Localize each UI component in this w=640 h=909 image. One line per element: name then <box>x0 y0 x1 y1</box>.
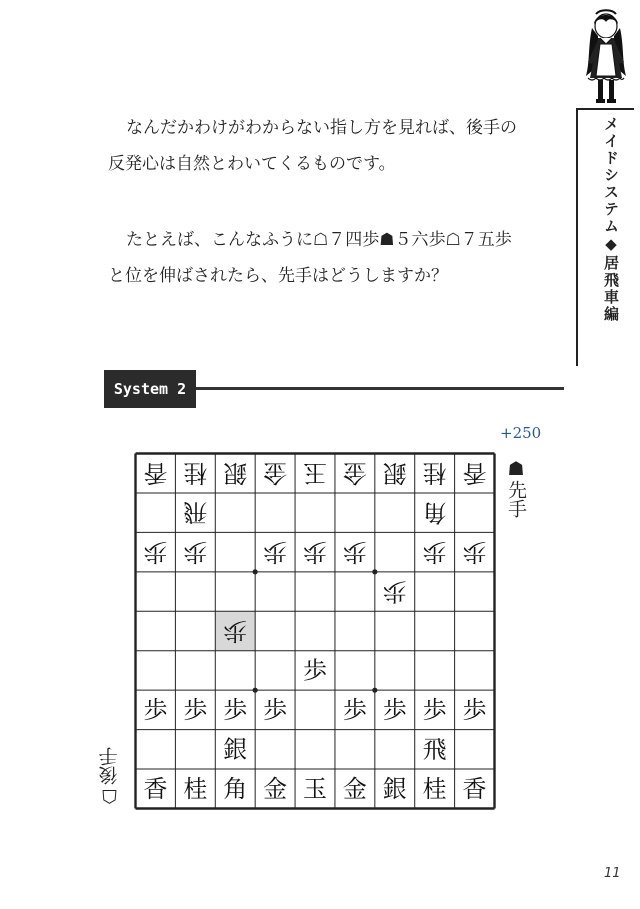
gote-piece: 桂 <box>422 459 447 488</box>
gote-piece: 歩 <box>422 538 447 567</box>
paragraph-1-line-1: なんだかわけがわからない指し方を見れば、後手の <box>126 118 517 138</box>
gote-piece: 金 <box>263 459 288 488</box>
gote-piece: 飛 <box>183 498 208 527</box>
star-point <box>372 569 377 574</box>
gote-piece: 金 <box>342 459 367 488</box>
sente-piece: 歩 <box>223 695 248 724</box>
gote-label-svg <box>96 744 124 810</box>
sente-piece: 歩 <box>422 695 447 724</box>
gote-piece: 歩 <box>223 617 248 645</box>
sente-piece: 歩 <box>143 695 168 724</box>
sente-piece: 歩 <box>342 695 367 724</box>
gote-piece: 歩 <box>382 577 407 606</box>
gote-piece: 玉 <box>303 459 327 488</box>
gote-piece: 桂 <box>183 459 208 488</box>
evaluation-score: +250 <box>500 424 542 442</box>
section-rule <box>196 387 564 390</box>
gote-piece: 香 <box>462 459 487 488</box>
sente-piece: 香 <box>462 774 487 803</box>
side-rule-top <box>576 108 634 110</box>
running-title: メイドシステム◆居飛車編 <box>602 116 620 323</box>
gote-piece: 銀 <box>223 459 248 488</box>
sente-piece: 歩 <box>263 695 288 724</box>
gote-piece: 歩 <box>462 538 487 567</box>
sente-piece: 歩 <box>462 695 487 724</box>
gote-piece: 歩 <box>303 538 327 567</box>
gote-piece: 角 <box>422 498 447 527</box>
gote-label <box>96 744 124 810</box>
sente-piece: 歩 <box>183 695 208 724</box>
star-point <box>372 688 377 693</box>
sente-piece: 桂 <box>183 774 208 803</box>
sente-piece: 歩 <box>303 656 327 685</box>
gote-piece: 香 <box>143 459 168 488</box>
sente-piece: 金 <box>342 774 367 803</box>
paragraph-2-line-1: たとえば、こんなふうに☖７四歩☗５六歩☖７五歩 <box>126 230 512 250</box>
maid-figure-icon <box>578 6 634 106</box>
sente-piece: 歩 <box>382 695 407 724</box>
gote-piece: 歩 <box>143 538 168 567</box>
star-point <box>253 569 258 574</box>
sente-piece: 銀 <box>382 774 407 803</box>
sente-label: ☗先手 <box>505 458 527 518</box>
paragraph-2 <box>108 222 568 294</box>
page-number: 11 <box>604 866 621 881</box>
section-label: System 2 <box>104 370 196 408</box>
sente-piece: 金 <box>263 774 288 803</box>
paragraph-2-line-2: と位を伸ばされたら、先手はどうしますか？ <box>108 266 448 286</box>
sente-piece: 飛 <box>422 735 447 764</box>
paragraph-1 <box>108 110 568 182</box>
sente-piece: 桂 <box>422 774 447 803</box>
gote-piece: 歩 <box>183 538 208 567</box>
paragraph-1-line-2: 反発心は自然とわいてくるものです。 <box>108 154 396 174</box>
side-rule-left <box>576 108 578 366</box>
sente-piece: 銀 <box>223 735 248 764</box>
sente-piece: 玉 <box>303 774 327 803</box>
gote-piece: 歩 <box>263 538 288 567</box>
gote-piece: 銀 <box>382 459 407 488</box>
gote-label-text: ☖後手 <box>98 747 121 807</box>
star-point <box>253 688 258 693</box>
shogi-board-svg <box>134 452 496 810</box>
maid-illustration <box>578 6 634 106</box>
gote-piece: 歩 <box>342 538 367 567</box>
sente-piece: 香 <box>143 774 168 803</box>
sente-piece: 角 <box>223 774 248 803</box>
shogi-board <box>134 452 496 810</box>
